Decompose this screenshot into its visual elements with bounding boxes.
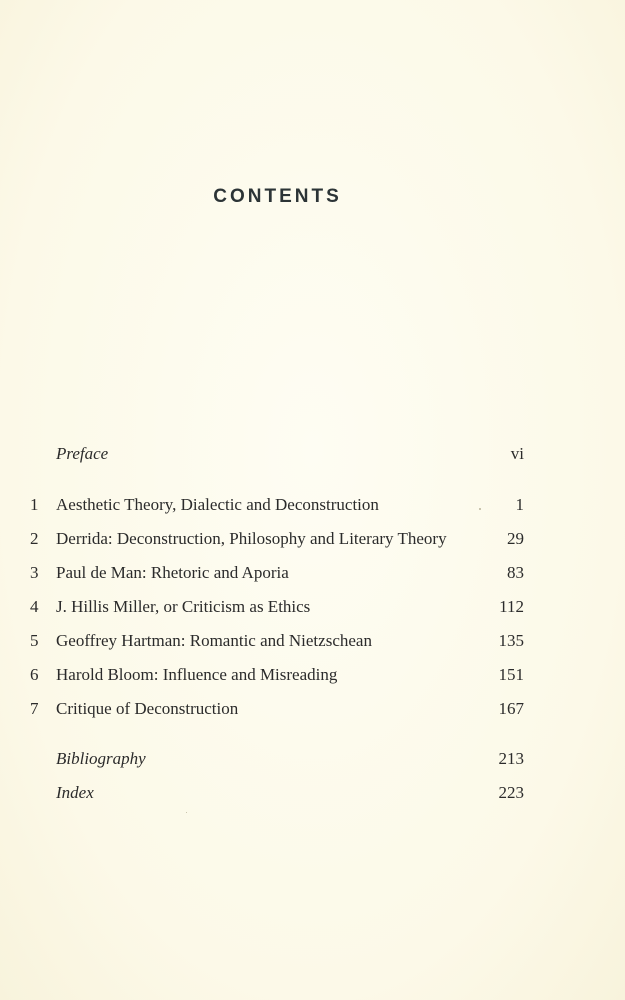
toc-entry-title: Index [56, 783, 94, 802]
chapter-number: 7 [30, 699, 39, 718]
toc-entry-chapter-1[interactable] [0, 492, 625, 518]
toc-entry-title: Derrida: Deconstruction, Philosophy and Literary Theory [56, 529, 447, 548]
toc-entry-title: Bibliography [56, 749, 146, 768]
paper-speck [479, 508, 481, 510]
toc-entry-title: Paul de Man: Rhetoric and Aporia [56, 563, 289, 582]
chapter-number: 5 [30, 631, 39, 650]
chapter-number: 6 [30, 665, 39, 684]
chapter-number: 2 [30, 529, 39, 548]
toc-entry-title: Critique of Deconstruction [56, 699, 239, 718]
paper-speck [186, 812, 187, 813]
toc-entry-page: 167 [498, 699, 524, 718]
toc-entry-page: 135 [498, 631, 524, 650]
toc-entry-chapter-6[interactable] [0, 662, 625, 688]
toc-entry-page: 112 [499, 597, 524, 616]
toc-entry-title: Harold Bloom: Influence and Misreading [56, 665, 338, 684]
toc-entry-chapter-7[interactable] [0, 696, 625, 722]
toc-entry-bibliography[interactable] [0, 746, 625, 772]
toc-entry-index[interactable] [0, 780, 625, 806]
chapter-number: 1 [30, 495, 39, 514]
toc-entry-page: 213 [498, 749, 524, 768]
toc-entry-page: 1 [515, 495, 524, 514]
chapter-number: 3 [30, 563, 39, 582]
toc-entry-chapter-2[interactable] [0, 526, 625, 552]
toc-entry-title: Aesthetic Theory, Dialectic and Deconstruction [56, 495, 379, 514]
toc-entry-preface[interactable] [0, 441, 625, 467]
toc-entry-page: 151 [498, 665, 524, 684]
toc-entry-chapter-4[interactable] [0, 594, 625, 620]
toc-entry-page: 83 [507, 563, 524, 582]
contents-heading: CONTENTS [213, 186, 342, 207]
toc-entry-page: 29 [507, 529, 524, 548]
toc-entry-page: 223 [498, 783, 524, 802]
toc-entry-chapter-3[interactable] [0, 560, 625, 586]
toc-entry-title: J. Hillis Miller, or Criticism as Ethics [56, 597, 311, 616]
toc-entry-title: Geoffrey Hartman: Romantic and Nietzschean [56, 631, 372, 650]
toc-entry-chapter-5[interactable] [0, 628, 625, 654]
chapter-number: 4 [30, 597, 39, 616]
toc-entry-title: Preface [56, 444, 109, 463]
toc-entry-page: vi [510, 444, 524, 463]
